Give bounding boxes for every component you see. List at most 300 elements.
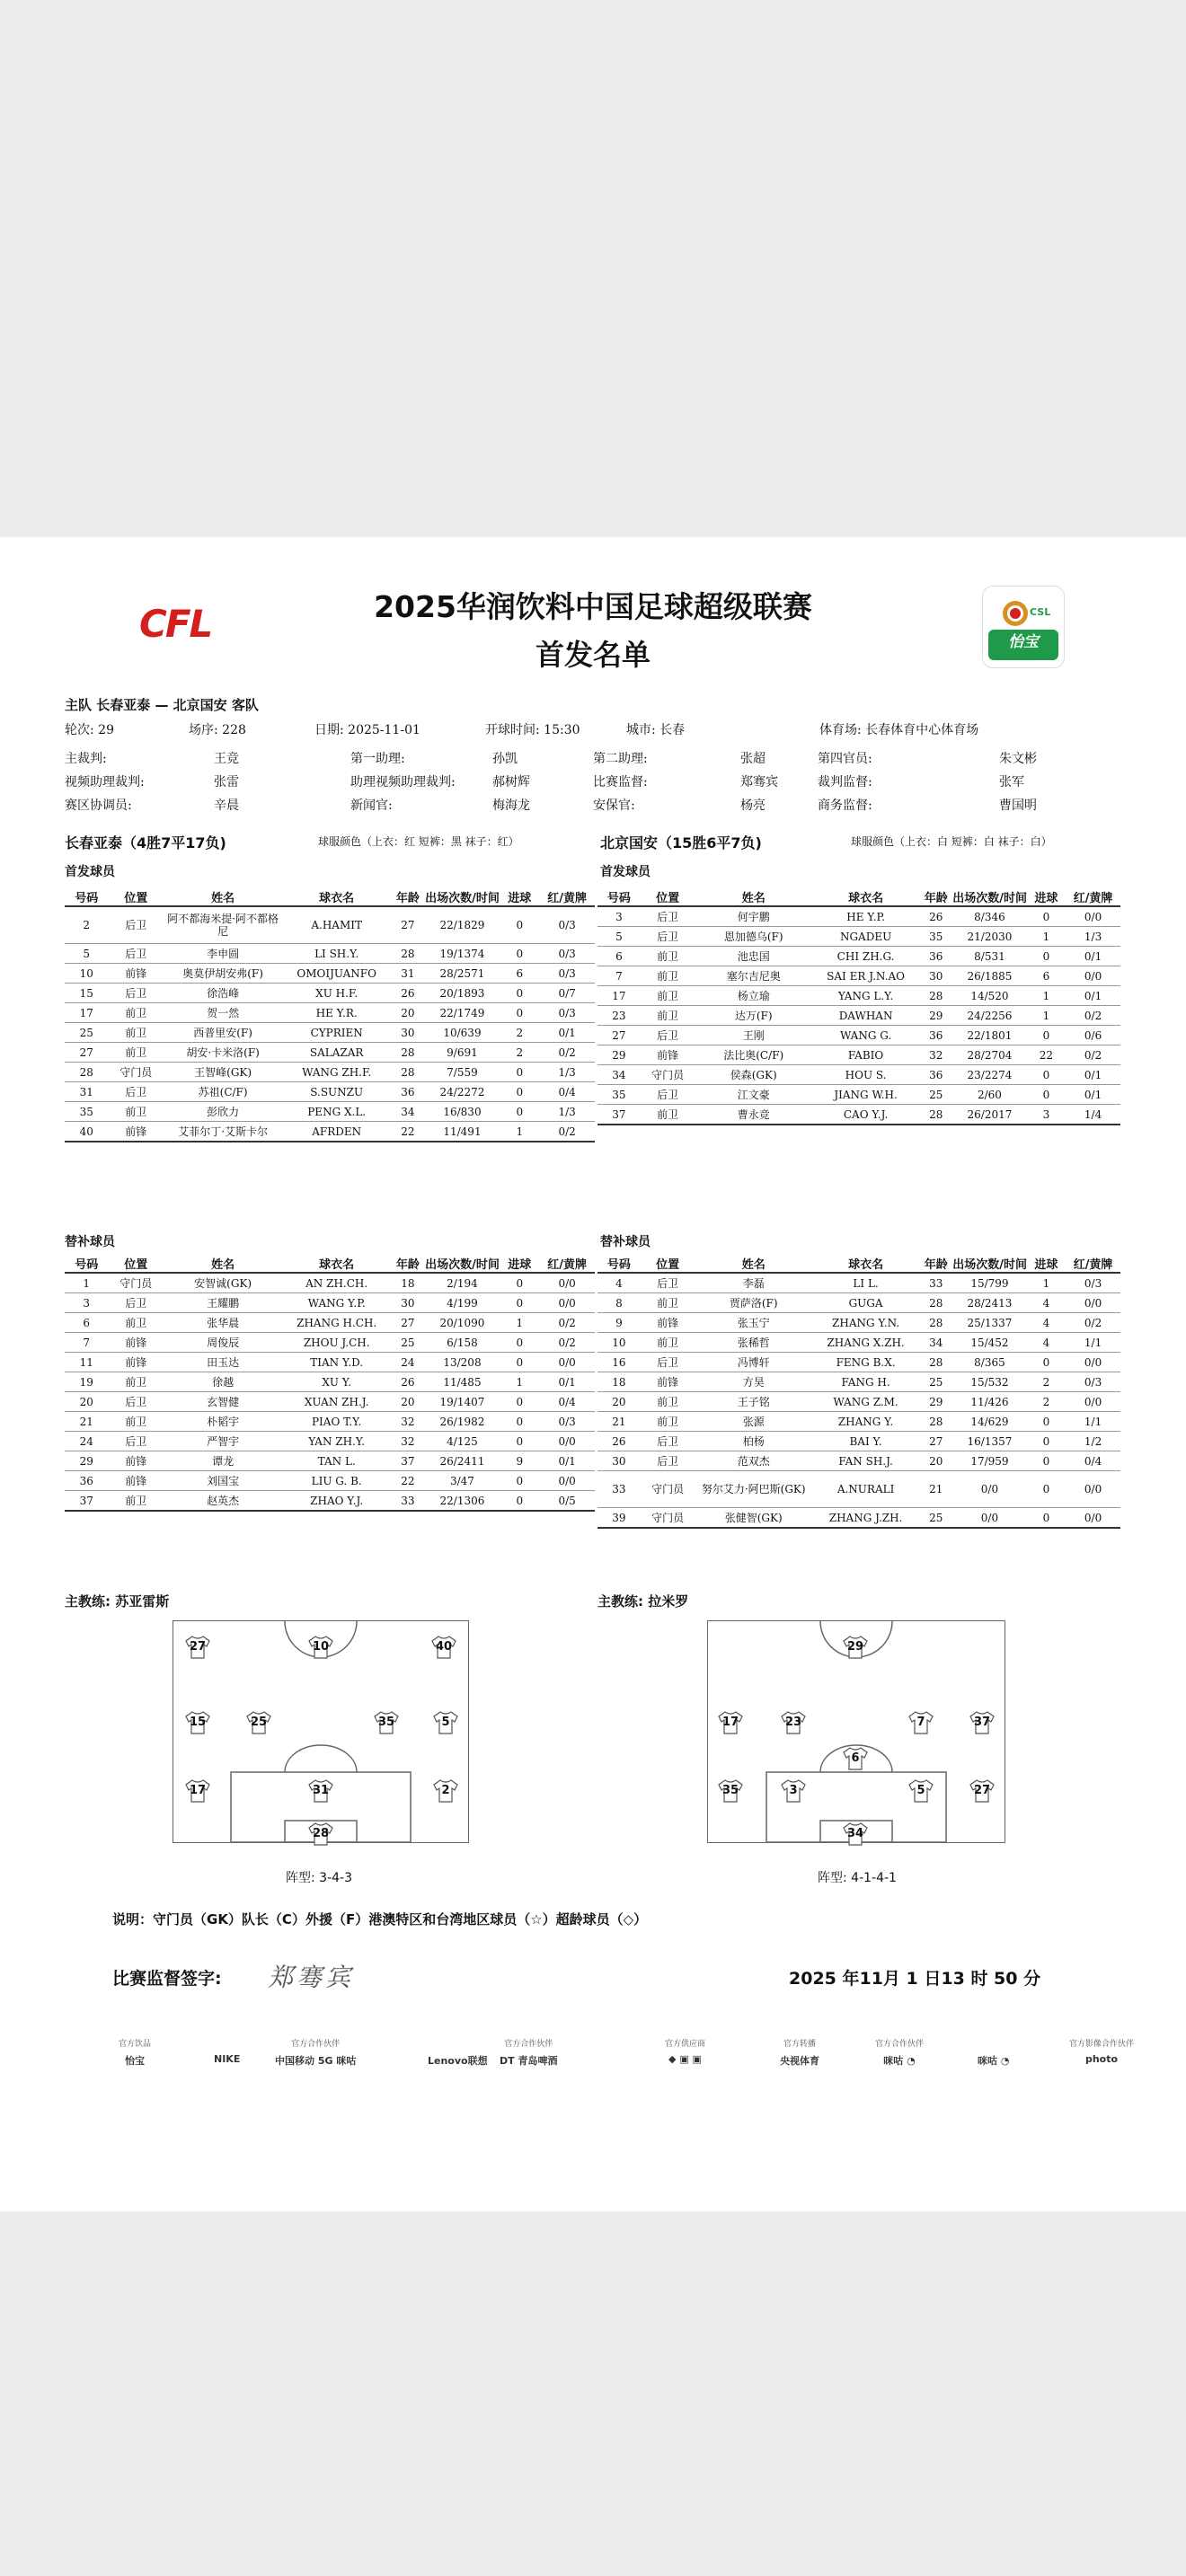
player-name: 李申圆 [164,944,282,964]
player-age: 32 [919,1045,952,1065]
sponsor-name: 咪咕 ◔ [978,2055,1010,2067]
sponsor-name: DT 青岛啤酒 [500,2055,558,2067]
player-name: 玄智健 [164,1392,282,1412]
match-date: 日期: 2025-11-01 [314,723,420,737]
sponsor-name: photo [1084,2053,1119,2065]
player-name: 范双杰 [695,1451,812,1471]
table-row [65,1313,595,1333]
kickoff-time: 开球时间: 15:30 [485,723,580,737]
player-shirt-icon [717,1711,744,1734]
player-name: 张华晨 [164,1313,282,1333]
table-row [597,906,1120,927]
shirt-number: 25 [250,1716,268,1729]
cards: 0/1 [1066,986,1120,1006]
cards: 0/0 [1066,906,1120,927]
appearances: 7/559 [425,1063,500,1082]
goals: 0 [1027,1432,1066,1451]
player-position: 后卫 [108,1392,164,1412]
player-position: 后卫 [641,1451,695,1471]
column-header: 姓名 [695,887,812,906]
player-number: 19 [65,1372,108,1392]
shirt-name: SAI ER J.N.AO [812,966,919,986]
player-number: 7 [597,966,641,986]
shirt-name: ZHANG H.CH. [282,1313,391,1333]
cards: 1/1 [1066,1412,1120,1432]
sponsor-name: ◆ ▣ ▣ [668,2053,702,2065]
stadium: 体育场: 长春体育中心体育场 [819,723,979,737]
shirt-name: A.HAMIT [282,906,391,944]
table-row [597,1451,1120,1471]
player-number: 7 [65,1333,108,1353]
player-name: 张源 [695,1412,812,1432]
cards: 1/2 [1066,1432,1120,1451]
goals: 1 [1027,1006,1066,1026]
shirt-number: 34 [846,1827,864,1840]
sponsor-logo [875,2037,924,2068]
cards: 0/2 [1066,1006,1120,1026]
player-number: 28 [65,1063,108,1082]
cards: 0/0 [539,1273,595,1293]
official-role: 主裁判: [65,752,107,766]
goals: 0 [1027,906,1066,927]
appearances: 19/1407 [425,1392,500,1412]
player-shirt-icon [430,1636,457,1659]
player-age: 24 [391,1353,424,1372]
home-formation: 阵型: 3-4-3 [286,1871,352,1885]
player-shirt-icon [842,1822,869,1846]
shirt-number: 7 [916,1716,925,1729]
cards: 0/1 [539,1023,595,1043]
cards: 1/3 [539,1102,595,1122]
player-age: 36 [919,947,952,966]
player-age: 18 [391,1273,424,1293]
player-name: 朴韬宇 [164,1412,282,1432]
shirt-number: 3 [789,1784,798,1797]
shirt-name: S.SUNZU [282,1082,391,1102]
sponsor-caption: 官方供应商 [665,2040,706,2049]
player-position: 守门员 [641,1471,695,1508]
table-row [65,1082,595,1102]
player-number: 5 [65,944,108,964]
player-number: 36 [65,1471,108,1491]
appearances: 26/1885 [952,966,1027,986]
player-age: 37 [391,1451,424,1471]
shirt-name: FANG H. [812,1372,919,1392]
appearances: 0/0 [952,1508,1027,1529]
shirt-name: FAN SH.J. [812,1451,919,1471]
player-position: 后卫 [641,906,695,927]
goals: 0 [500,1432,539,1451]
player-name: 阿不都海米提·阿不都格尼 [164,906,282,944]
player-name: 张稀哲 [695,1333,812,1353]
cards: 1/3 [539,1063,595,1082]
player-number: 20 [65,1392,108,1412]
table-row [597,1333,1120,1353]
shirt-number: 23 [784,1716,802,1729]
cfl-logo: CFL [139,602,212,646]
player-name: 西普里安(F) [164,1023,282,1043]
cards: 0/3 [539,944,595,964]
player-age: 28 [919,986,952,1006]
player-name: 池忠国 [695,947,812,966]
official-name: 张军 [999,775,1024,790]
player-age: 36 [919,1065,952,1085]
player-shirt-icon [907,1711,934,1734]
goals: 0 [1027,1065,1066,1085]
goals: 4 [1027,1313,1066,1333]
shirt-name: HE Y.R. [282,1003,391,1023]
player-number: 20 [597,1392,641,1412]
player-position: 前卫 [108,1102,164,1122]
player-name: 法比奥(C/F) [695,1045,812,1065]
shirt-name: WANG Z.M. [812,1392,919,1412]
cards: 0/2 [539,1313,595,1333]
cards: 0/2 [539,1043,595,1063]
goals: 3 [1027,1105,1066,1125]
shirt-name: HOU S. [812,1065,919,1085]
official-role: 裁判监督: [818,775,872,790]
appearances: 14/520 [952,986,1027,1006]
page-title: 2025华润饮料中国足球超级联赛 [374,589,812,624]
player-position: 守门员 [641,1065,695,1085]
cards: 0/0 [1066,1471,1120,1508]
player-position: 后卫 [108,1293,164,1313]
table-row [597,1432,1120,1451]
player-number: 6 [597,947,641,966]
shirt-number: 2 [441,1784,450,1797]
appearances: 25/1337 [952,1313,1027,1333]
column-header: 姓名 [695,1254,812,1273]
table-row [65,1063,595,1082]
away-subs-table [597,1254,1120,1529]
table-row [597,986,1120,1006]
appearances: 28/2413 [952,1293,1027,1313]
appearances: 22/1829 [425,906,500,944]
player-age: 28 [919,1412,952,1432]
official-role: 新闻官: [350,798,393,813]
sponsor-name: NIKE [214,2053,241,2065]
player-number: 34 [597,1065,641,1085]
cards: 1/1 [1066,1333,1120,1353]
player-age: 26 [919,906,952,927]
home-subs-table [65,1254,595,1512]
player-position: 后卫 [641,1353,695,1372]
shirt-number: 40 [435,1640,453,1654]
cards: 0/3 [539,1412,595,1432]
shirt-name: ZHANG Y.N. [812,1313,919,1333]
shirt-name: ZHOU J.CH. [282,1333,391,1353]
goals: 0 [500,1293,539,1313]
player-name: 方昊 [695,1372,812,1392]
appearances: 2/194 [425,1273,500,1293]
shirt-name: YANG L.Y. [812,986,919,1006]
appearances: 21/2030 [952,927,1027,947]
goals: 0 [500,1273,539,1293]
home-starters-label: 首发球员 [65,865,115,879]
shirt-name: ZHANG Y. [812,1412,919,1432]
official-role: 第二助理: [593,752,648,766]
player-number: 29 [65,1451,108,1471]
player-position: 后卫 [108,906,164,944]
player-position: 后卫 [108,984,164,1003]
player-number: 40 [65,1122,108,1142]
match-number: 场序: 228 [189,723,246,737]
player-position: 前卫 [641,947,695,966]
shirt-name: OMOIJUANFO [282,964,391,984]
official-name: 辛晨 [214,798,239,813]
player-age: 29 [919,1006,952,1026]
column-header: 号码 [597,1254,641,1273]
appearances: 22/1749 [425,1003,500,1023]
appearances: 11/426 [952,1392,1027,1412]
player-shirt-icon [184,1711,211,1734]
column-header: 位置 [641,887,695,906]
official-name: 杨亮 [740,798,766,813]
away-coach: 主教练: 拉米罗 [597,1593,689,1610]
cards: 0/5 [539,1491,595,1512]
player-age: 22 [391,1122,424,1142]
match-sheet [0,537,1186,2211]
goals: 0 [1027,1508,1066,1529]
shirt-name: WANG Y.P. [282,1293,391,1313]
sponsor-caption: 官方饮品 [119,2040,152,2049]
player-name: 王耀鹏 [164,1293,282,1313]
appearances: 11/491 [425,1122,500,1142]
cards: 0/7 [539,984,595,1003]
official-role: 比赛监督: [593,775,648,790]
player-age: 25 [391,1333,424,1353]
goals: 4 [1027,1333,1066,1353]
player-age: 35 [919,927,952,947]
player-age: 27 [391,1313,424,1333]
player-number: 26 [597,1432,641,1451]
column-header: 姓名 [164,1254,282,1273]
player-shirt-icon [307,1822,334,1846]
table-row [65,1491,595,1512]
table-row [597,1508,1120,1529]
official-role: 第一助理: [350,752,405,766]
column-header: 号码 [65,1254,108,1273]
player-name: 冯博轩 [695,1353,812,1372]
player-name: 谭龙 [164,1451,282,1471]
column-header: 号码 [597,887,641,906]
table-row [597,947,1120,966]
table-row [65,1043,595,1063]
player-number: 21 [597,1412,641,1432]
player-age: 34 [391,1102,424,1122]
player-number: 5 [597,927,641,947]
official-role: 视频助理裁判: [65,775,145,790]
table-row [597,1045,1120,1065]
cards: 0/4 [1066,1451,1120,1471]
page-subtitle: 首发名单 [535,638,651,672]
player-age: 33 [919,1273,952,1293]
sponsor-logo [1069,2037,1134,2065]
home-coach: 主教练: 苏亚雷斯 [65,1593,170,1610]
player-position: 前卫 [641,1293,695,1313]
table-row [65,944,595,964]
shirt-name: BAI Y. [812,1432,919,1451]
player-name: 曹永竞 [695,1105,812,1125]
goals: 0 [500,1412,539,1432]
shirt-name: XU H.F. [282,984,391,1003]
cards: 0/3 [1066,1372,1120,1392]
goals: 4 [1027,1293,1066,1313]
home-team-record: 长春亚泰（4胜7平17负) [65,834,226,851]
goals: 0 [500,984,539,1003]
appearances: 13/208 [425,1353,500,1372]
player-number: 21 [65,1412,108,1432]
player-number: 10 [65,964,108,984]
player-name: 贾萨洛(F) [695,1293,812,1313]
shirt-number: 17 [189,1784,207,1797]
shirt-number: 29 [846,1640,864,1654]
player-position: 前卫 [641,1392,695,1412]
player-number: 23 [597,1006,641,1026]
player-name: 王智峰(GK) [164,1063,282,1082]
player-name: 王子铭 [695,1392,812,1412]
appearances: 26/2017 [952,1105,1027,1125]
player-age: 30 [391,1023,424,1043]
legend-note: 说明：守门员（GK）队长（C）外援（F）港澳特区和台湾地区球员（☆）超龄球员（◇） [112,1911,648,1928]
goals: 0 [1027,1026,1066,1045]
appearances: 8/531 [952,947,1027,966]
goals: 1 [1027,927,1066,947]
away-subs-label: 替补球员 [600,1235,651,1249]
shirt-name: ZHANG J.ZH. [812,1508,919,1529]
official-name: 曹国明 [999,798,1037,813]
shirt-name: CAO Y.J. [812,1105,919,1125]
player-position: 后卫 [641,1432,695,1451]
column-header: 位置 [641,1254,695,1273]
table-row [65,1003,595,1023]
player-age: 34 [919,1333,952,1353]
player-name: 塞尔吉尼奥 [695,966,812,986]
cards: 0/0 [1066,1353,1120,1372]
appearances: 2/60 [952,1085,1027,1105]
goals: 2 [1027,1392,1066,1412]
appearances: 28/2571 [425,964,500,984]
cards: 0/3 [539,964,595,984]
player-number: 6 [65,1313,108,1333]
player-name: 苏祖(C/F) [164,1082,282,1102]
player-position: 后卫 [641,1026,695,1045]
goals: 2 [500,1023,539,1043]
goals: 0 [500,1353,539,1372]
table-row [65,1023,595,1043]
sponsor-logo [275,2037,356,2068]
shirt-number: 5 [441,1716,450,1729]
shirt-number: 35 [377,1716,395,1729]
table-row [597,1353,1120,1372]
shirt-name: LIU G. B. [282,1471,391,1491]
player-number: 37 [597,1105,641,1125]
goals: 0 [500,1082,539,1102]
table-row [597,1313,1120,1333]
official-name: 梅海龙 [492,798,530,813]
goals: 1 [500,1372,539,1392]
sponsor-logo [978,2037,1009,2068]
table-row [597,1372,1120,1392]
table-row [597,1392,1120,1412]
table-row [597,1085,1120,1105]
table-row [65,1293,595,1313]
cards: 0/1 [1066,1065,1120,1085]
shirt-name: JIANG W.H. [812,1085,919,1105]
player-name: 奥莫伊胡安弗(F) [164,964,282,984]
shirt-number: 5 [916,1784,925,1797]
shirt-name: AFRDEN [282,1122,391,1142]
column-header: 出场次数/时间 [952,1254,1027,1273]
player-age: 21 [919,1471,952,1508]
shirt-name: TIAN Y.D. [282,1353,391,1372]
player-number: 39 [597,1508,641,1529]
player-position: 前卫 [641,966,695,986]
player-position: 前卫 [641,1105,695,1125]
column-header: 红/黄牌 [1066,887,1120,906]
shirt-number: 10 [312,1640,330,1654]
sponsor-logo [428,2037,488,2068]
player-number: 29 [597,1045,641,1065]
table-row [65,964,595,984]
player-number: 18 [597,1372,641,1392]
player-age: 28 [391,1043,424,1063]
shirt-name: FENG B.X. [812,1353,919,1372]
sponsor-name: 央视体育 [780,2055,819,2067]
sponsor-name: 咪咕 ◔ [883,2055,916,2067]
goals: 22 [1027,1045,1066,1065]
player-shirt-icon [780,1711,807,1734]
player-age: 32 [391,1432,424,1451]
shirt-name: SALAZAR [282,1043,391,1063]
cards: 0/0 [1066,966,1120,986]
player-number: 25 [65,1023,108,1043]
player-number: 11 [65,1353,108,1372]
appearances: 0/0 [952,1471,1027,1508]
table-row [597,1065,1120,1085]
shirt-name: XU Y. [282,1372,391,1392]
player-number: 30 [597,1451,641,1471]
player-position: 后卫 [641,1273,695,1293]
table-row [65,1392,595,1412]
signature-label: 比赛监督签字: [112,1969,222,1989]
table-row [65,1412,595,1432]
player-shirt-icon [184,1779,211,1803]
player-name: 田玉达 [164,1353,282,1372]
player-name: 艾菲尔丁·艾斯卡尔 [164,1122,282,1142]
signature-datetime: 2025 年11月 1 日13 时 50 分 [789,1969,1041,1989]
player-name: 安智诚(GK) [164,1273,282,1293]
appearances: 26/1982 [425,1412,500,1432]
city: 城市: 长春 [626,723,686,737]
shirt-number: 35 [721,1784,739,1797]
shirt-name: CYPRIEN [282,1023,391,1043]
goals: 1 [500,1313,539,1333]
table-row [65,1471,595,1491]
goals: 0 [1027,1412,1066,1432]
table-row [597,1105,1120,1125]
shirt-number: 28 [312,1827,330,1840]
shirt-number: 27 [189,1640,207,1654]
player-position: 前卫 [108,1491,164,1512]
player-name: 周俊辰 [164,1333,282,1353]
goals: 0 [500,1102,539,1122]
player-number: 8 [597,1293,641,1313]
table-row [597,1471,1120,1508]
away-starters-label: 首发球员 [600,865,651,879]
goals: 0 [500,1491,539,1512]
appearances: 3/47 [425,1471,500,1491]
